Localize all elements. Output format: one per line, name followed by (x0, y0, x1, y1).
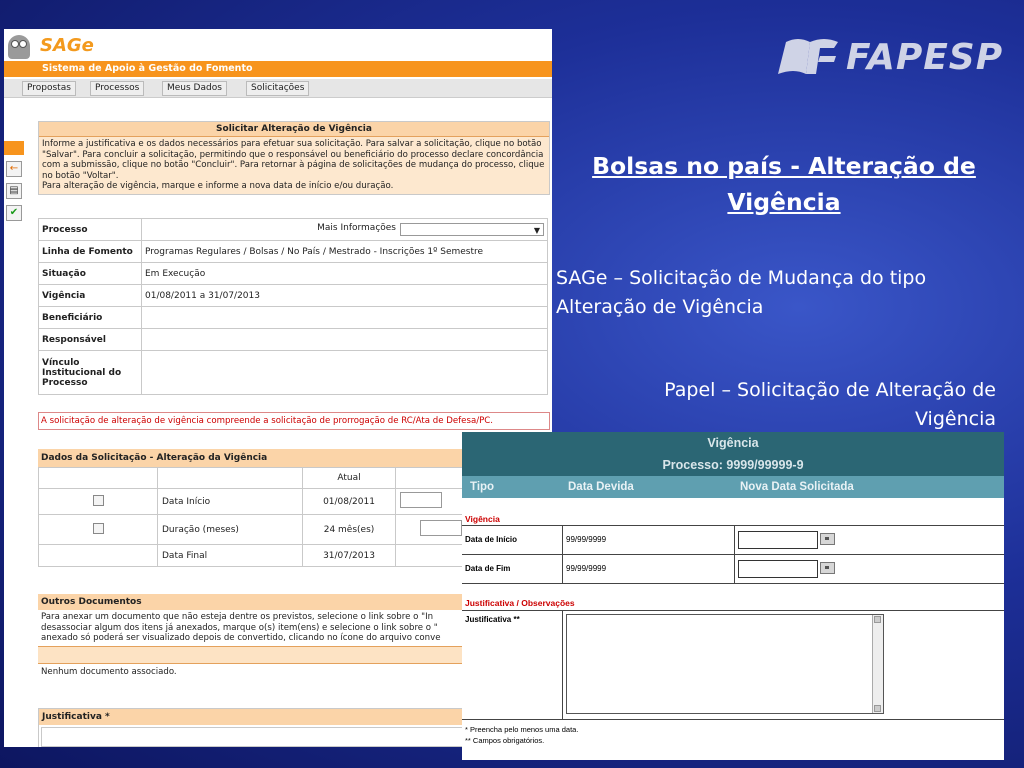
menu-propostas[interactable]: Propostas (22, 81, 76, 96)
sage-owl-logo-icon (8, 35, 30, 59)
papel-sect-vigencia: Vigência (465, 514, 500, 524)
just-scrollbar[interactable] (872, 615, 883, 713)
situacao-value: Em Execução (142, 263, 548, 285)
menu-processos[interactable]: Processos (90, 81, 144, 96)
data-final-atual: 31/07/2013 (303, 545, 396, 567)
papel-title: Vigência (462, 432, 1004, 454)
sage-menu-bar (4, 79, 552, 98)
vigencia-value: 01/08/2011 a 31/07/2013 (142, 285, 548, 307)
sage-subtitle: Sistema de Apoio à Gestão do Fomento (42, 63, 253, 74)
papel-row-justificativa (462, 610, 1004, 720)
fim-date-input[interactable] (738, 560, 818, 578)
inicio-label: Data de Início (465, 535, 518, 544)
col-tipo: Tipo (470, 481, 495, 493)
sage-logo-row (4, 29, 552, 61)
papel-footnotes (462, 724, 1004, 746)
col-nova-data: Nova Data Solicitada (740, 481, 854, 493)
fim-label: Data de Fim (465, 564, 511, 573)
vinculo-value (142, 351, 548, 395)
fapesp-wordmark: FAPESP (846, 37, 1004, 78)
vigencia-note: A solicitação de alteração de vigência compreende a solicitação de prorrogação de RC/Ata de Defesa/PC. (38, 412, 550, 430)
solicitar-instructions (39, 137, 549, 194)
mais-info-select[interactable]: ▼ (400, 223, 544, 236)
outros-line-2: desassociar algum dos itens já anexados, marque o(s) item(ens) e selecione o link sobre o " (41, 622, 438, 633)
slide-papel-description: Papel – Solicitação de Alteração de Vigência (664, 379, 996, 430)
outros-empty: Nenhum documento associado. (41, 666, 177, 677)
col-atual: Atual (303, 468, 396, 489)
papel-sect-justificativa: Justificativa / Observações (465, 598, 575, 608)
solicitar-title: Solicitar Alteração de Vigência (39, 122, 549, 137)
inicio-calendar-icon[interactable] (820, 533, 835, 545)
duracao-atual: 24 mês(es) (303, 515, 396, 545)
outros-line-3: anexado só poderá ser visualizado depois de convertido, clicando no ícone do arquivo conve (41, 633, 441, 644)
data-inicio-input[interactable] (400, 492, 442, 508)
solicitar-panel (38, 121, 550, 195)
papel-row-inicio (462, 525, 1004, 555)
solicitar-text: Informe a justificativa e os dados necessários para efetuar sua solicitação. Para salvar a solicitação, clique no botão "Salvar". Para concluir a solicitação, permitindo que o responsável ou beneficiário do processo declare concordância com a submissão, clique no botão "Concluir". Para retornar à página de solicitações de mudança do processo, clique no botão "Voltar". (42, 139, 545, 181)
beneficiario-value (142, 307, 548, 329)
foot-2: ** Campos obrigatórios. (465, 736, 545, 745)
vigencia-label: Vigência (39, 285, 142, 307)
foot-1: * Preencha pelo menos uma data. (465, 725, 579, 734)
data-inicio-atual: 01/08/2011 (303, 489, 396, 515)
outros-line-1: Para anexar um documento que não esteja dentre os previstos, selecione o link sobre o "In (41, 612, 434, 622)
papel-form (462, 432, 1004, 760)
responsavel-value (142, 329, 548, 351)
data-final-label: Data Final (158, 545, 303, 567)
justificativa-title: Justificativa * (39, 709, 549, 725)
beneficiario-label: Beneficiário (39, 307, 142, 329)
menu-solicitacoes[interactable]: Solicitações (246, 81, 309, 96)
inicio-value: 99/99/9999 (566, 535, 607, 544)
papel-column-header (462, 476, 1004, 498)
duracao-input[interactable] (420, 520, 462, 536)
just-textarea[interactable] (566, 614, 884, 714)
vinculo-label: Vínculo Institucional do Processo (39, 351, 142, 395)
col-data-devida: Data Devida (568, 481, 634, 493)
papel-processo: Processo: 9999/99999-9 (462, 454, 1004, 476)
fim-calendar-icon[interactable] (820, 562, 835, 574)
dados-title: Dados da Solicitação - Alteração da Vigência (38, 449, 548, 467)
menu-meus-dados[interactable]: Meus Dados (162, 81, 227, 96)
data-inicio-checkbox[interactable] (93, 495, 104, 506)
save-disk-icon[interactable]: ▤ (6, 183, 22, 199)
duracao-checkbox[interactable] (93, 523, 104, 534)
side-toolbar (6, 161, 22, 227)
fapesp-book-mark-icon (776, 36, 846, 76)
papel-row-fim (462, 554, 1004, 584)
processo-label: Processo (39, 219, 142, 241)
sage-subtitle-bar (4, 61, 552, 77)
process-info-table (38, 218, 548, 395)
outros-title: Outros Documentos (38, 594, 548, 610)
responsavel-label: Responsável (39, 329, 142, 351)
linha-label: Linha de Fomento (39, 241, 142, 263)
inicio-date-input[interactable] (738, 531, 818, 549)
solicitar-text-2: Para alteração de vigência, marque e informe a nova data de início e/ou duração. (42, 181, 394, 192)
slide-title: Bolsas no país - Alteração de Vigência (592, 152, 976, 216)
side-orange-marker (4, 141, 24, 155)
situacao-label: Situação (39, 263, 142, 285)
fim-value: 99/99/9999 (566, 564, 607, 573)
mais-info-label: Mais Informações (317, 223, 396, 233)
slide-sage-description: SAGe – Solicitação de Mudança do tipo Alteração de Vigência (556, 267, 927, 318)
linha-value: Programas Regulares / Bolsas / No País / Mestrado - Inscrições 1º Semestre (142, 241, 548, 263)
duracao-label: Duração (meses) (158, 515, 303, 545)
data-inicio-label: Data Início (158, 489, 303, 515)
check-icon[interactable]: ✔ (6, 205, 22, 221)
just-label: Justificativa ** (465, 615, 520, 624)
sage-brand: SAGe (40, 35, 94, 56)
back-arrow-icon[interactable]: ← (6, 161, 22, 177)
